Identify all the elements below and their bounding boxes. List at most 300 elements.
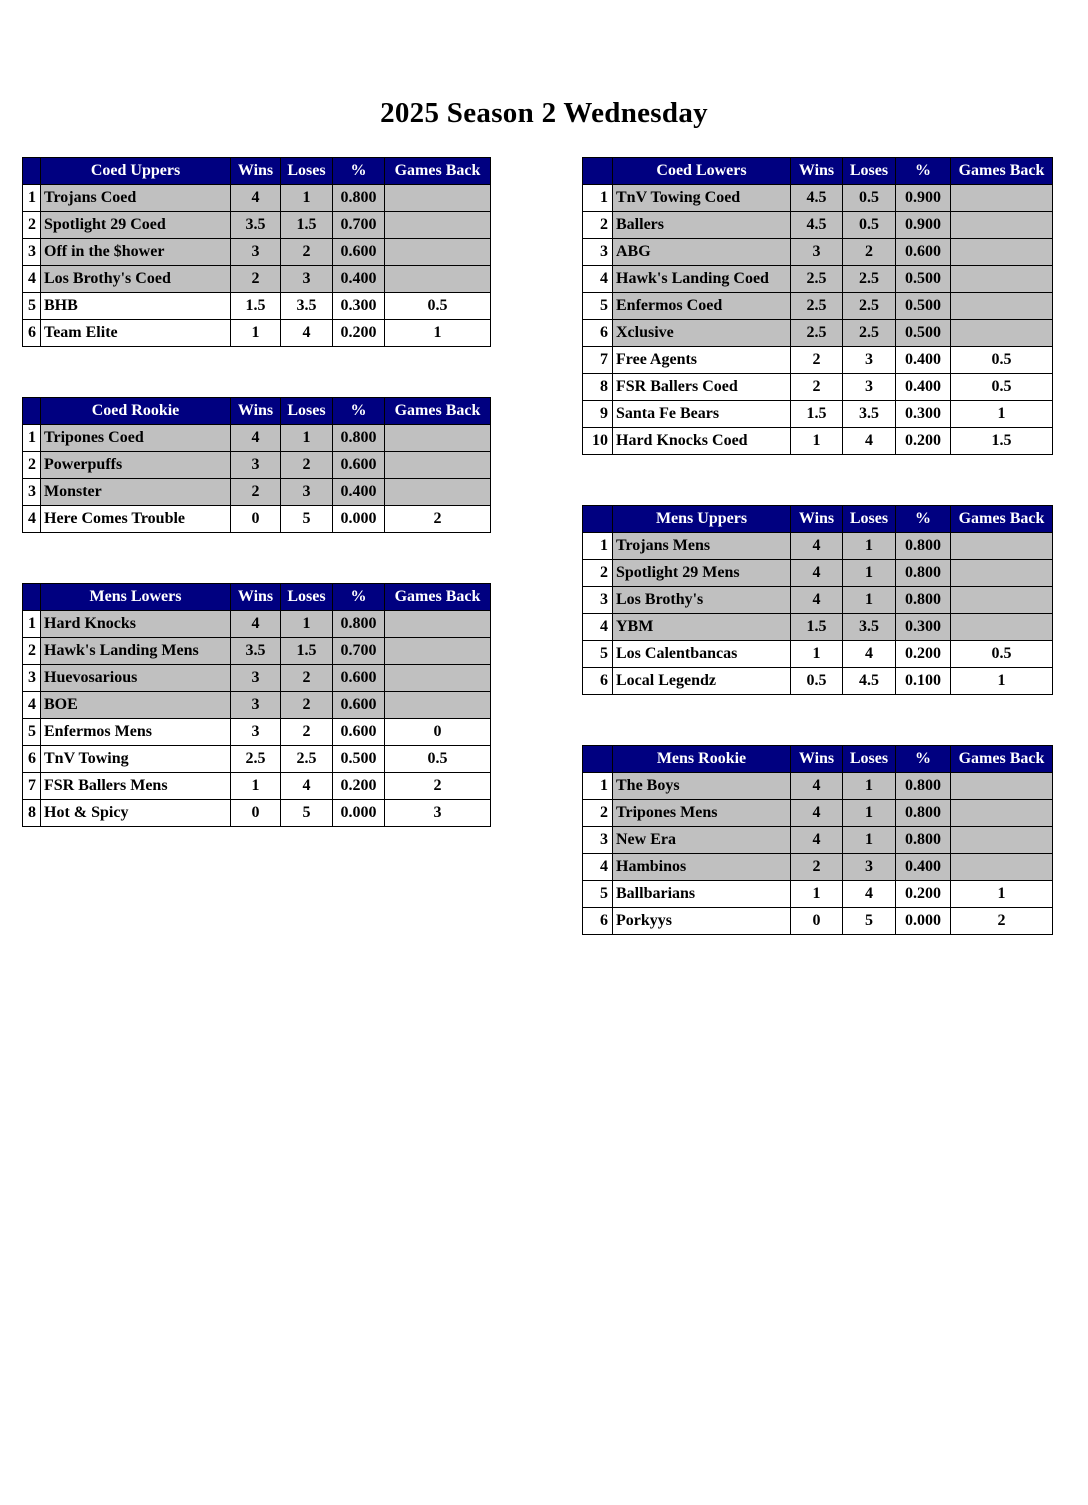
team-cell: Huevosarious xyxy=(41,665,231,692)
pct-cell: 0.900 xyxy=(896,185,951,212)
rank-cell: 5 xyxy=(23,293,41,320)
games-back-cell xyxy=(385,638,491,665)
loses-cell: 5 xyxy=(281,800,333,827)
loses-cell: 3.5 xyxy=(281,293,333,320)
games-back-cell xyxy=(385,452,491,479)
pct-cell: 0.600 xyxy=(333,719,385,746)
games-back-cell xyxy=(951,185,1053,212)
rank-cell: 5 xyxy=(583,641,613,668)
pct-cell: 0.400 xyxy=(333,266,385,293)
loses-cell: 1 xyxy=(843,827,896,854)
table-row xyxy=(23,692,491,719)
games-back-cell: 0.5 xyxy=(951,374,1053,401)
column-header-loses: Loses xyxy=(281,158,333,185)
wins-cell: 0 xyxy=(231,506,281,533)
column-header-games-back: Games Back xyxy=(385,584,491,611)
pct-cell: 0.600 xyxy=(333,452,385,479)
loses-cell: 2 xyxy=(281,452,333,479)
rank-cell: 3 xyxy=(583,587,613,614)
rank-cell: 3 xyxy=(23,479,41,506)
loses-cell: 3 xyxy=(843,854,896,881)
table-row xyxy=(583,614,1053,641)
wins-cell: 4 xyxy=(791,800,843,827)
column-header-loses: Loses xyxy=(281,398,333,425)
column-header-pct: % xyxy=(896,746,951,773)
rank-cell: 4 xyxy=(583,854,613,881)
games-back-cell: 2 xyxy=(385,506,491,533)
rank-column-header xyxy=(583,158,613,185)
wins-cell: 3 xyxy=(231,692,281,719)
loses-cell: 2.5 xyxy=(843,266,896,293)
rank-cell: 4 xyxy=(23,692,41,719)
pct-cell: 0.000 xyxy=(333,800,385,827)
games-back-cell xyxy=(385,692,491,719)
pct-cell: 0.300 xyxy=(896,614,951,641)
table-row xyxy=(583,560,1053,587)
loses-cell: 3 xyxy=(281,479,333,506)
pct-cell: 0.300 xyxy=(896,401,951,428)
pct-cell: 0.800 xyxy=(896,533,951,560)
table-title: Coed Uppers xyxy=(41,158,231,185)
loses-cell: 1 xyxy=(843,800,896,827)
games-back-cell xyxy=(385,425,491,452)
loses-cell: 1 xyxy=(843,560,896,587)
wins-cell: 1.5 xyxy=(791,614,843,641)
table-row xyxy=(583,185,1053,212)
column-header-loses: Loses xyxy=(281,584,333,611)
pct-cell: 0.200 xyxy=(333,320,385,347)
team-cell: Trojans Mens xyxy=(613,533,791,560)
loses-cell: 5 xyxy=(843,908,896,935)
loses-cell: 3 xyxy=(281,266,333,293)
team-cell: Santa Fe Bears xyxy=(613,401,791,428)
loses-cell: 4 xyxy=(843,428,896,455)
column-header-pct: % xyxy=(333,398,385,425)
wins-cell: 4 xyxy=(231,425,281,452)
team-cell: Spotlight 29 Coed xyxy=(41,212,231,239)
table-header-row xyxy=(583,158,1053,185)
wins-cell: 3 xyxy=(231,239,281,266)
rank-cell: 6 xyxy=(583,908,613,935)
rank-cell: 8 xyxy=(583,374,613,401)
rank-cell: 6 xyxy=(23,320,41,347)
table-row xyxy=(583,266,1053,293)
table-title: Coed Rookie xyxy=(41,398,231,425)
team-cell: Monster xyxy=(41,479,231,506)
wins-cell: 1 xyxy=(791,428,843,455)
games-back-cell xyxy=(951,320,1053,347)
games-back-cell: 1 xyxy=(951,881,1053,908)
wins-cell: 4 xyxy=(791,587,843,614)
rank-column-header xyxy=(583,506,613,533)
loses-cell: 3.5 xyxy=(843,614,896,641)
table-row xyxy=(23,293,491,320)
games-back-cell xyxy=(385,611,491,638)
games-back-cell xyxy=(385,185,491,212)
wins-cell: 1.5 xyxy=(791,401,843,428)
games-back-cell: 1.5 xyxy=(951,428,1053,455)
rank-cell: 4 xyxy=(583,614,613,641)
standings-table-mens-lowers xyxy=(22,583,491,827)
games-back-cell: 2 xyxy=(385,773,491,800)
games-back-cell: 1 xyxy=(951,668,1053,695)
right-column xyxy=(582,157,1052,985)
table-header-row xyxy=(23,158,491,185)
wins-cell: 2 xyxy=(231,479,281,506)
standings-table-coed-lowers xyxy=(582,157,1053,455)
page-title: 2025 Season 2 Wednesday xyxy=(380,97,708,129)
loses-cell: 2.5 xyxy=(843,293,896,320)
pct-cell: 0.800 xyxy=(333,425,385,452)
games-back-cell: 0.5 xyxy=(385,746,491,773)
games-back-cell xyxy=(951,800,1053,827)
standings-table-coed-uppers xyxy=(22,157,491,347)
wins-cell: 4 xyxy=(791,827,843,854)
wins-cell: 1.5 xyxy=(231,293,281,320)
pct-cell: 0.500 xyxy=(896,266,951,293)
loses-cell: 2 xyxy=(843,239,896,266)
team-cell: BOE xyxy=(41,692,231,719)
table-row xyxy=(23,719,491,746)
column-header-wins: Wins xyxy=(231,398,281,425)
rank-cell: 1 xyxy=(23,425,41,452)
table-row xyxy=(23,320,491,347)
column-header-games-back: Games Back xyxy=(385,398,491,425)
table-row xyxy=(23,800,491,827)
column-header-games-back: Games Back xyxy=(951,746,1053,773)
loses-cell: 0.5 xyxy=(843,185,896,212)
column-header-wins: Wins xyxy=(791,158,843,185)
rank-cell: 6 xyxy=(583,320,613,347)
pct-cell: 0.000 xyxy=(333,506,385,533)
loses-cell: 3 xyxy=(843,374,896,401)
table-row xyxy=(23,212,491,239)
team-cell: The Boys xyxy=(613,773,791,800)
rank-cell: 2 xyxy=(23,638,41,665)
standings-layout xyxy=(0,157,1088,985)
rank-cell: 1 xyxy=(23,185,41,212)
pct-cell: 0.600 xyxy=(333,692,385,719)
left-column xyxy=(22,157,490,877)
loses-cell: 3.5 xyxy=(843,401,896,428)
table-row xyxy=(23,773,491,800)
wins-cell: 3 xyxy=(231,452,281,479)
rank-cell: 2 xyxy=(23,452,41,479)
loses-cell: 0.5 xyxy=(843,212,896,239)
games-back-cell xyxy=(385,665,491,692)
games-back-cell xyxy=(951,773,1053,800)
team-cell: Free Agents xyxy=(613,347,791,374)
column-header-loses: Loses xyxy=(843,506,896,533)
team-cell: Ballers xyxy=(613,212,791,239)
table-title: Mens Rookie xyxy=(613,746,791,773)
loses-cell: 2 xyxy=(281,239,333,266)
pct-cell: 0.200 xyxy=(896,428,951,455)
table-row xyxy=(583,347,1053,374)
pct-cell: 0.600 xyxy=(333,665,385,692)
rank-column-header xyxy=(583,746,613,773)
pct-cell: 0.600 xyxy=(896,239,951,266)
rank-cell: 3 xyxy=(583,827,613,854)
pct-cell: 0.800 xyxy=(333,611,385,638)
loses-cell: 2.5 xyxy=(843,320,896,347)
wins-cell: 1 xyxy=(231,320,281,347)
loses-cell: 2 xyxy=(281,719,333,746)
table-row xyxy=(583,293,1053,320)
loses-cell: 1.5 xyxy=(281,638,333,665)
table-row xyxy=(583,773,1053,800)
table-row xyxy=(583,668,1053,695)
wins-cell: 2 xyxy=(791,347,843,374)
wins-cell: 1 xyxy=(791,881,843,908)
table-title: Coed Lowers xyxy=(613,158,791,185)
team-cell: New Era xyxy=(613,827,791,854)
table-row xyxy=(583,641,1053,668)
column-header-games-back: Games Back xyxy=(385,158,491,185)
team-cell: ABG xyxy=(613,239,791,266)
pct-cell: 0.500 xyxy=(896,320,951,347)
loses-cell: 1 xyxy=(281,185,333,212)
rank-cell: 10 xyxy=(583,428,613,455)
table-row xyxy=(583,533,1053,560)
team-cell: Ballbarians xyxy=(613,881,791,908)
column-header-wins: Wins xyxy=(231,584,281,611)
pct-cell: 0.800 xyxy=(896,587,951,614)
rank-cell: 7 xyxy=(23,773,41,800)
pct-cell: 0.100 xyxy=(896,668,951,695)
pct-cell: 0.500 xyxy=(333,746,385,773)
games-back-cell xyxy=(951,293,1053,320)
wins-cell: 3.5 xyxy=(231,212,281,239)
pct-cell: 0.300 xyxy=(333,293,385,320)
rank-column-header xyxy=(23,158,41,185)
loses-cell: 3 xyxy=(843,347,896,374)
team-cell: Los Brothy's Coed xyxy=(41,266,231,293)
team-cell: Hard Knocks Coed xyxy=(613,428,791,455)
team-cell: FSR Ballers Coed xyxy=(613,374,791,401)
team-cell: Xclusive xyxy=(613,320,791,347)
pct-cell: 0.500 xyxy=(896,293,951,320)
table-row xyxy=(583,908,1053,935)
table-row xyxy=(23,638,491,665)
loses-cell: 2.5 xyxy=(281,746,333,773)
wins-cell: 3 xyxy=(791,239,843,266)
table-row xyxy=(583,320,1053,347)
team-cell: Here Comes Trouble xyxy=(41,506,231,533)
rank-column-header xyxy=(23,584,41,611)
column-header-wins: Wins xyxy=(791,746,843,773)
column-header-pct: % xyxy=(896,506,951,533)
team-cell: TnV Towing xyxy=(41,746,231,773)
rank-cell: 2 xyxy=(583,212,613,239)
rank-cell: 4 xyxy=(23,266,41,293)
loses-cell: 2 xyxy=(281,692,333,719)
loses-cell: 1 xyxy=(281,425,333,452)
team-cell: FSR Ballers Mens xyxy=(41,773,231,800)
rank-cell: 3 xyxy=(23,665,41,692)
table-row xyxy=(23,479,491,506)
team-cell: Team Elite xyxy=(41,320,231,347)
loses-cell: 1 xyxy=(843,587,896,614)
games-back-cell: 0.5 xyxy=(385,293,491,320)
wins-cell: 4 xyxy=(791,560,843,587)
wins-cell: 2 xyxy=(791,374,843,401)
team-cell: BHB xyxy=(41,293,231,320)
pct-cell: 0.700 xyxy=(333,212,385,239)
team-cell: Hawk's Landing Mens xyxy=(41,638,231,665)
wins-cell: 2.5 xyxy=(231,746,281,773)
games-back-cell xyxy=(951,212,1053,239)
games-back-cell xyxy=(951,266,1053,293)
games-back-cell: 1 xyxy=(951,401,1053,428)
wins-cell: 2.5 xyxy=(791,320,843,347)
wins-cell: 2 xyxy=(791,854,843,881)
games-back-cell: 0 xyxy=(385,719,491,746)
table-row xyxy=(583,854,1053,881)
games-back-cell: 0.5 xyxy=(951,641,1053,668)
pct-cell: 0.200 xyxy=(333,773,385,800)
pct-cell: 0.400 xyxy=(896,374,951,401)
pct-cell: 0.800 xyxy=(896,773,951,800)
rank-cell: 5 xyxy=(583,293,613,320)
rank-cell: 6 xyxy=(583,668,613,695)
rank-cell: 1 xyxy=(583,773,613,800)
pct-cell: 0.400 xyxy=(896,854,951,881)
column-header-pct: % xyxy=(333,584,385,611)
rank-cell: 3 xyxy=(23,239,41,266)
table-row xyxy=(583,428,1053,455)
team-cell: Local Legendz xyxy=(613,668,791,695)
wins-cell: 1 xyxy=(791,641,843,668)
pct-cell: 0.900 xyxy=(896,212,951,239)
games-back-cell xyxy=(951,827,1053,854)
wins-cell: 4.5 xyxy=(791,212,843,239)
loses-cell: 4 xyxy=(281,320,333,347)
table-row xyxy=(23,506,491,533)
rank-cell: 1 xyxy=(23,611,41,638)
loses-cell: 4 xyxy=(843,641,896,668)
pct-cell: 0.600 xyxy=(333,239,385,266)
games-back-cell xyxy=(385,266,491,293)
pct-cell: 0.700 xyxy=(333,638,385,665)
rank-cell: 1 xyxy=(583,185,613,212)
column-header-wins: Wins xyxy=(231,158,281,185)
table-row xyxy=(583,212,1053,239)
games-back-cell xyxy=(951,614,1053,641)
team-cell: Spotlight 29 Mens xyxy=(613,560,791,587)
table-row xyxy=(583,239,1053,266)
team-cell: Porkyys xyxy=(613,908,791,935)
team-cell: Tripones Coed xyxy=(41,425,231,452)
wins-cell: 4 xyxy=(791,533,843,560)
team-cell: Los Calentbancas xyxy=(613,641,791,668)
team-cell: Powerpuffs xyxy=(41,452,231,479)
team-cell: TnV Towing Coed xyxy=(613,185,791,212)
wins-cell: 0 xyxy=(791,908,843,935)
games-back-cell xyxy=(385,239,491,266)
rank-cell: 7 xyxy=(583,347,613,374)
rank-cell: 6 xyxy=(23,746,41,773)
rank-cell: 2 xyxy=(583,800,613,827)
games-back-cell: 2 xyxy=(951,908,1053,935)
pct-cell: 0.800 xyxy=(896,827,951,854)
wins-cell: 4 xyxy=(231,611,281,638)
rank-cell: 4 xyxy=(23,506,41,533)
games-back-cell: 0.5 xyxy=(951,347,1053,374)
loses-cell: 2 xyxy=(281,665,333,692)
table-row xyxy=(23,452,491,479)
table-row xyxy=(23,266,491,293)
table-row xyxy=(583,800,1053,827)
table-title: Mens Uppers xyxy=(613,506,791,533)
loses-cell: 4 xyxy=(843,881,896,908)
loses-cell: 4.5 xyxy=(843,668,896,695)
table-row xyxy=(23,239,491,266)
standings-table-mens-rookie xyxy=(582,745,1053,935)
loses-cell: 4 xyxy=(281,773,333,800)
wins-cell: 0.5 xyxy=(791,668,843,695)
wins-cell: 4 xyxy=(791,773,843,800)
loses-cell: 1.5 xyxy=(281,212,333,239)
rank-cell: 5 xyxy=(23,719,41,746)
table-row xyxy=(583,374,1053,401)
pct-cell: 0.200 xyxy=(896,881,951,908)
column-header-pct: % xyxy=(333,158,385,185)
rank-cell: 8 xyxy=(23,800,41,827)
table-row xyxy=(583,587,1053,614)
team-cell: Hot & Spicy xyxy=(41,800,231,827)
table-header-row xyxy=(23,584,491,611)
games-back-cell: 1 xyxy=(385,320,491,347)
games-back-cell xyxy=(951,533,1053,560)
games-back-cell xyxy=(951,560,1053,587)
wins-cell: 0 xyxy=(231,800,281,827)
games-back-cell xyxy=(951,587,1053,614)
pct-cell: 0.000 xyxy=(896,908,951,935)
team-cell: Hard Knocks xyxy=(41,611,231,638)
pct-cell: 0.800 xyxy=(896,560,951,587)
column-header-games-back: Games Back xyxy=(951,506,1053,533)
loses-cell: 1 xyxy=(843,533,896,560)
pct-cell: 0.400 xyxy=(333,479,385,506)
team-cell: Enfermos Mens xyxy=(41,719,231,746)
table-row xyxy=(583,827,1053,854)
table-row xyxy=(23,425,491,452)
loses-cell: 1 xyxy=(281,611,333,638)
table-header-row xyxy=(23,398,491,425)
rank-cell: 3 xyxy=(583,239,613,266)
table-row xyxy=(23,746,491,773)
team-cell: Hawk's Landing Coed xyxy=(613,266,791,293)
standings-table-coed-rookie xyxy=(22,397,491,533)
column-header-wins: Wins xyxy=(791,506,843,533)
pct-cell: 0.400 xyxy=(896,347,951,374)
column-header-pct: % xyxy=(896,158,951,185)
games-back-cell xyxy=(951,239,1053,266)
table-title: Mens Lowers xyxy=(41,584,231,611)
wins-cell: 3.5 xyxy=(231,638,281,665)
pct-cell: 0.800 xyxy=(333,185,385,212)
games-back-cell xyxy=(951,854,1053,881)
wins-cell: 3 xyxy=(231,719,281,746)
rank-column-header xyxy=(23,398,41,425)
wins-cell: 4 xyxy=(231,185,281,212)
table-row xyxy=(23,611,491,638)
games-back-cell xyxy=(385,212,491,239)
table-row xyxy=(23,665,491,692)
team-cell: YBM xyxy=(613,614,791,641)
team-cell: Off in the $hower xyxy=(41,239,231,266)
